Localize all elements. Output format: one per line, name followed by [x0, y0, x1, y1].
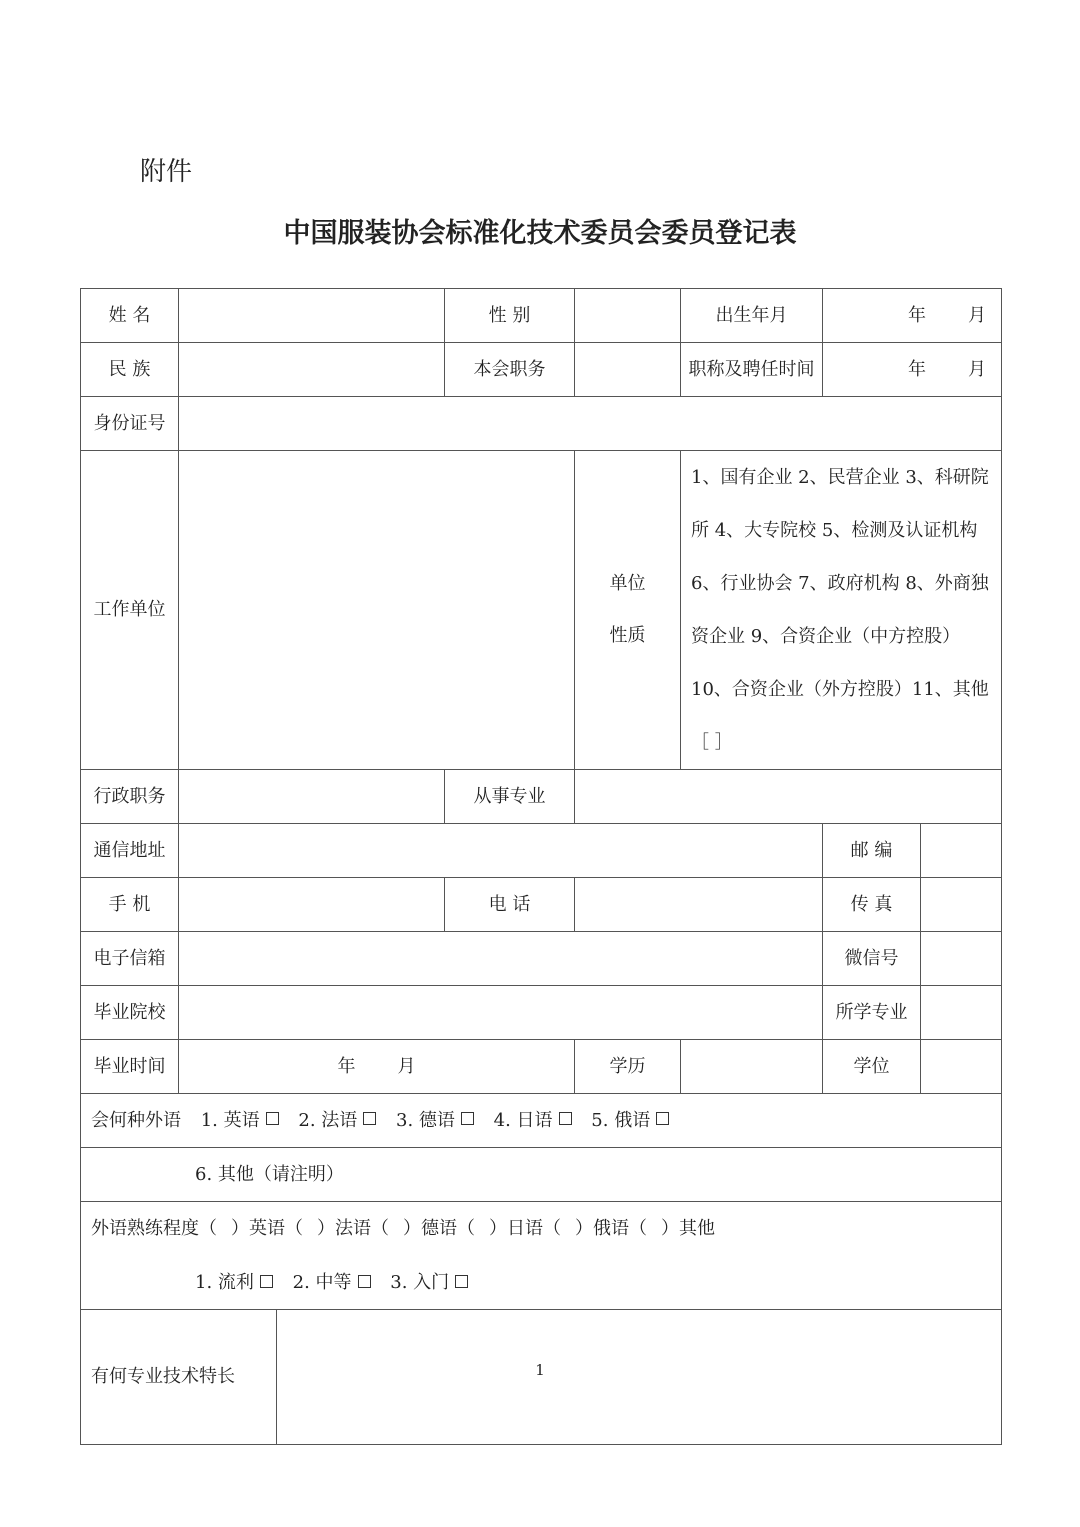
title-month-label: 月	[968, 358, 986, 380]
phone-label: 电 话	[445, 878, 575, 932]
form-row-address	[81, 824, 1002, 878]
id-number-label: 身份证号	[81, 397, 179, 451]
ethnicity-label: 民 族	[81, 343, 179, 397]
other-language-cell[interactable]	[81, 1148, 1002, 1202]
grad-year-label: 年	[337, 1055, 356, 1077]
language-option-german[interactable]: 3. 德语	[396, 1109, 474, 1133]
form-row-ethnicity	[81, 343, 1002, 397]
prof-lang-other: 其他	[679, 1218, 715, 1239]
education-field[interactable]	[681, 1040, 823, 1094]
form-row-proficiency	[81, 1202, 1002, 1310]
email-field[interactable]	[179, 932, 823, 986]
ethnicity-field[interactable]	[179, 343, 445, 397]
postcode-field[interactable]	[921, 824, 1002, 878]
proficiency-cell	[81, 1202, 1002, 1310]
prof-lang-russian: 俄语	[593, 1218, 629, 1239]
education-label: 学历	[575, 1040, 681, 1094]
major-label: 所学专业	[823, 986, 921, 1040]
grad-time-field[interactable]	[179, 1040, 575, 1094]
phone-field[interactable]	[575, 878, 823, 932]
specialty-label: 从事专业	[445, 770, 575, 824]
checkbox-fluent[interactable]	[260, 1275, 273, 1288]
checkbox-german[interactable]	[461, 1112, 474, 1125]
languages-cell	[81, 1094, 1002, 1148]
name-field[interactable]	[179, 289, 445, 343]
form-row-name	[81, 289, 1002, 343]
grad-time-label: 毕业时间	[81, 1040, 179, 1094]
other-language-label: 6. 其他（请注明）	[195, 1163, 344, 1185]
language-option-russian[interactable]: 5. 俄语	[591, 1109, 669, 1133]
form-row-graduation	[81, 1040, 1002, 1094]
name-label: 姓 名	[81, 289, 179, 343]
unit-nature-label-line2: 性质	[609, 625, 646, 646]
email-label: 电子信箱	[81, 932, 179, 986]
checkbox-russian[interactable]	[656, 1112, 669, 1125]
skills-label: 有何专业技术特长	[81, 1310, 277, 1445]
unit-type-options: 1、国有企业 2、民营企业 3、科研院所 4、大专院校 5、检测及认证机构 6、行业协会 7、政府机构 8、外商独资企业 9、合资企业（中方控股）10、合资企业（外方控股）11、其他［ ］	[681, 451, 1002, 770]
languages-label: 会何种外语	[91, 1109, 181, 1131]
checkbox-beginner[interactable]	[455, 1275, 468, 1288]
unit-nature-label	[575, 451, 681, 770]
form-row-contact	[81, 878, 1002, 932]
unit-nature-label-line1: 单位	[609, 573, 646, 594]
birth-field[interactable]	[823, 289, 1002, 343]
title-time-label: 职称及聘任时间	[681, 343, 823, 397]
form-row-work-unit	[81, 451, 1002, 770]
form-row-admin	[81, 770, 1002, 824]
grad-month-label: 月	[397, 1055, 416, 1077]
checkbox-japanese[interactable]	[559, 1112, 572, 1125]
school-field[interactable]	[179, 986, 823, 1040]
association-position-label: 本会职务	[445, 343, 575, 397]
fax-field[interactable]	[921, 878, 1002, 932]
birth-year-label: 年	[908, 304, 926, 326]
address-field[interactable]	[179, 824, 823, 878]
page-number: 1	[535, 1361, 545, 1379]
prof-lang-japanese: 日语	[507, 1218, 543, 1239]
major-field[interactable]	[921, 986, 1002, 1040]
form-row-email	[81, 932, 1002, 986]
fax-label: 传 真	[823, 878, 921, 932]
attachment-label: 附件	[140, 157, 193, 187]
form-row-id	[81, 397, 1002, 451]
checkbox-intermediate[interactable]	[358, 1275, 371, 1288]
mobile-label: 手 机	[81, 878, 179, 932]
birth-label: 出生年月	[681, 289, 823, 343]
proficiency-languages: 外语熟练程度（ ）英语（ ）法语（ ）德语（ ）日语（ ）俄语（ ）其他	[91, 1218, 715, 1239]
wechat-field[interactable]	[921, 932, 1002, 986]
form-row-other-language	[81, 1148, 1002, 1202]
level-intermediate[interactable]: 2. 中等	[293, 1256, 371, 1309]
gender-label: 性 别	[445, 289, 575, 343]
level-beginner[interactable]: 3. 入门	[390, 1256, 468, 1309]
work-unit-field[interactable]	[179, 451, 575, 770]
form-row-languages	[81, 1094, 1002, 1148]
prof-lang-english: 英语	[249, 1218, 285, 1239]
wechat-label: 微信号	[823, 932, 921, 986]
degree-field[interactable]	[921, 1040, 1002, 1094]
association-position-field[interactable]	[575, 343, 681, 397]
birth-month-label: 月	[968, 304, 986, 326]
title-year-label: 年	[908, 358, 926, 380]
language-option-french[interactable]: 2. 法语	[298, 1109, 376, 1133]
address-label: 通信地址	[81, 824, 179, 878]
proficiency-label: 外语熟练程度	[91, 1218, 199, 1239]
checkbox-english[interactable]	[266, 1112, 279, 1125]
language-option-english[interactable]: 1. 英语	[201, 1109, 279, 1133]
school-label: 毕业院校	[81, 986, 179, 1040]
admin-position-label: 行政职务	[81, 770, 179, 824]
title-time-field[interactable]	[823, 343, 1002, 397]
prof-lang-french: 法语	[335, 1218, 371, 1239]
work-unit-label: 工作单位	[81, 451, 179, 770]
page-title: 中国服装协会标准化技术委员会委员登记表	[283, 218, 797, 249]
registration-form-table	[80, 288, 1002, 1445]
proficiency-levels	[81, 1256, 1001, 1309]
degree-label: 学位	[823, 1040, 921, 1094]
language-option-japanese[interactable]: 4. 日语	[494, 1109, 572, 1133]
specialty-field[interactable]	[575, 770, 1002, 824]
level-fluent[interactable]: 1. 流利	[195, 1272, 273, 1293]
checkbox-french[interactable]	[363, 1112, 376, 1125]
admin-position-field[interactable]	[179, 770, 445, 824]
form-row-school	[81, 986, 1002, 1040]
gender-field[interactable]	[575, 289, 681, 343]
prof-lang-german: 德语	[421, 1218, 457, 1239]
id-number-field[interactable]	[179, 397, 1002, 451]
mobile-field[interactable]	[179, 878, 445, 932]
postcode-label: 邮 编	[823, 824, 921, 878]
